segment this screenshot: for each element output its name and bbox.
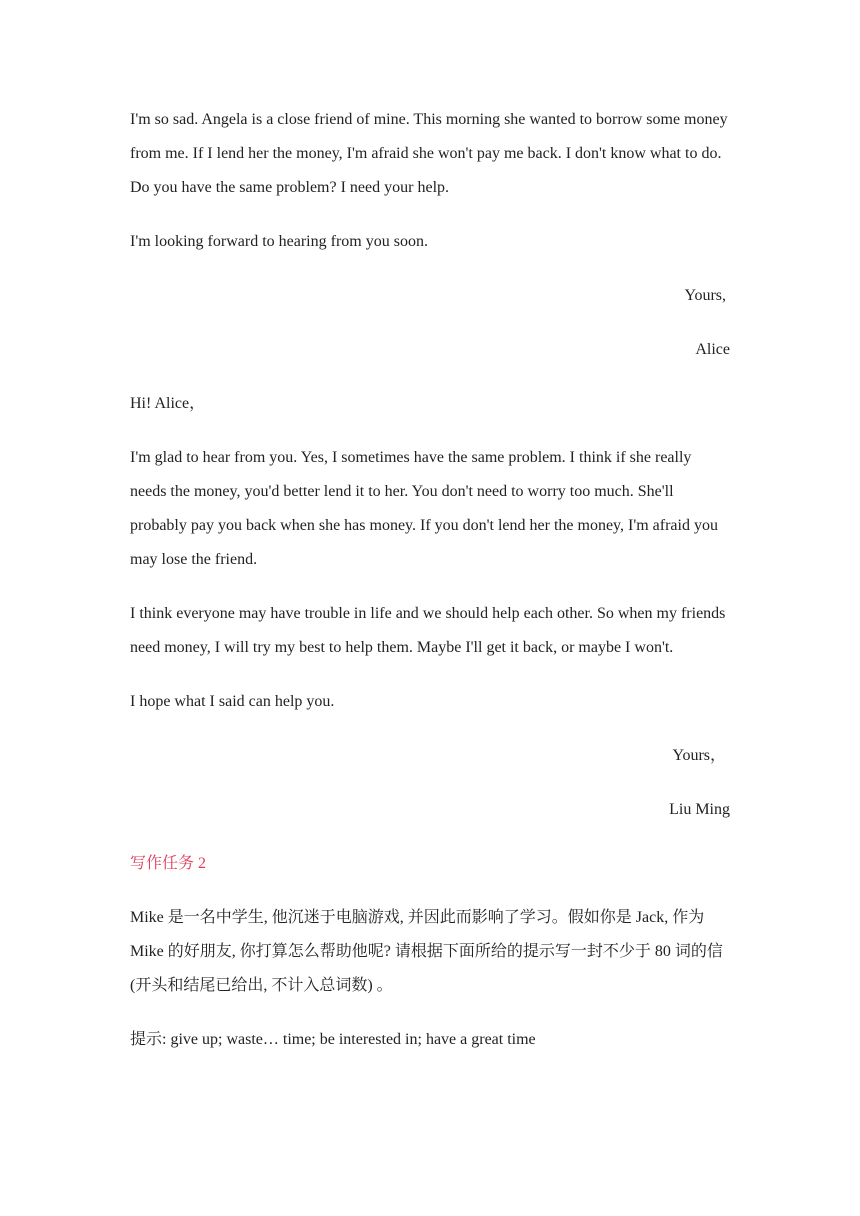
letter2-signoff: Yours， bbox=[672, 747, 726, 764]
task2-heading: 写作任务 2 bbox=[130, 855, 207, 872]
letter2-paragraph-1: I'm glad to hear from you. Yes, I sometimes have the same problem. I think if she really needs the money, you'd better lend it to her. You don't need to worry too much. She'll probably pay you back when she has money. If you don't lend her the money, I'm afraid you may lose the friend. bbox=[130, 449, 718, 568]
task2-prompt: Mike 是一名中学生, 他沉迷于电脑游戏, 并因此而影响了学习。假如你是 Jack, 作为 Mike 的好朋友, 你打算怎么帮助他呢? 请根据下面所给的提示写一封不少于 80 词的信(开头和结尾已给出, 不计入总词数) 。 bbox=[130, 909, 723, 994]
task2-hint: 提示: give up; waste… time; be interested in; have a great time bbox=[130, 1031, 536, 1048]
letter2-greeting: Hi! Alice， bbox=[130, 395, 206, 412]
letter1-closing-line: I'm looking forward to hearing from you soon. bbox=[130, 233, 428, 250]
letter2-paragraph-2: I think everyone may have trouble in life and we should help each other. So when my friends need money, I will try my best to help them. Maybe I'll get it back, or maybe I won't. bbox=[130, 605, 726, 656]
letter1-signature: Alice bbox=[695, 341, 730, 358]
letter1-signoff: Yours, bbox=[684, 287, 726, 304]
letter2-signature: Liu Ming bbox=[669, 801, 730, 818]
document-page bbox=[130, 103, 730, 1057]
letter1-body: I'm so sad. Angela is a close friend of mine. This morning she wanted to borrow some money from me. If I lend her the money, I'm afraid she won't pay me back. I don't know what to do. Do you have the same problem? I need your help. bbox=[130, 111, 728, 196]
letter2-paragraph-3: I hope what I said can help you. bbox=[130, 693, 335, 710]
